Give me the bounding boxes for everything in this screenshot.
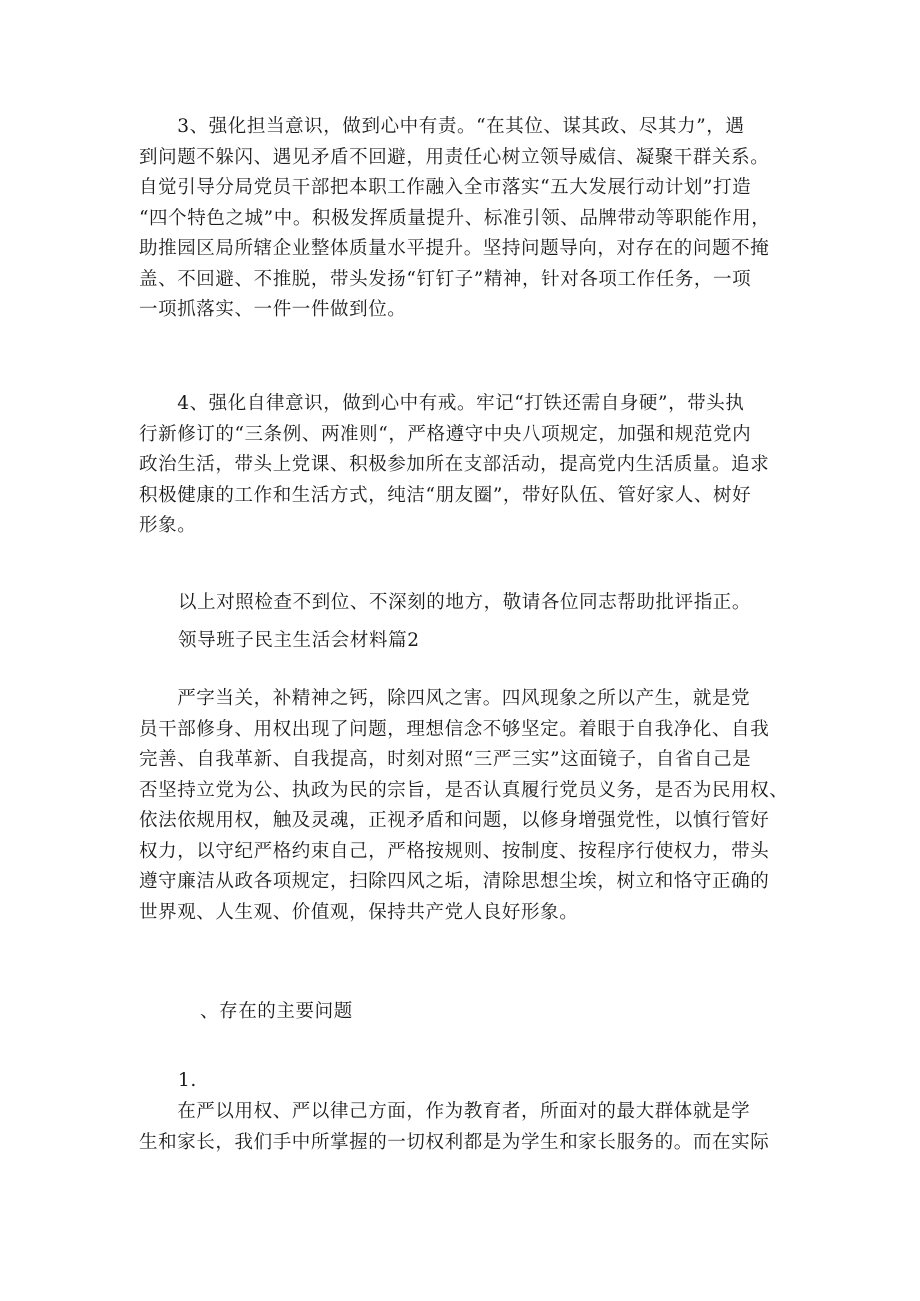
paragraph-line: 4、强化自律意识，做到心中有戒。牢记“打铁还需自身硬”，带头执 [139,393,745,414]
paragraph-line: 否坚持立党为公、执政为民的宗旨，是否认真履行党员义务，是否为民用权、 [139,779,789,801]
paragraph-line: 积极健康的工作和生活方式，纯洁“朋友圈”，带好队伍、管好家人、树好 [139,484,752,506]
paragraph-power-usage [139,1097,799,1158]
paragraph-line: 政治生活，带头上党课、积极参加所在支部活动，提高党内生活质量。追求 [139,454,770,475]
paragraph-line: 自觉引导分局党员干部把本职工作融入全市落实“五大发展行动计划”打造 [139,177,752,198]
paragraph-line: 行新修订的“三条例、两准则“，严格遵守中央八项规定，加强和规范党内 [139,423,752,445]
paragraph-line: 严字当关，补精神之钙，除四风之害。四风现象之所以产生，就是党 [139,688,751,709]
paragraph-line: 世界观、人生观、价值观，保持共产党人良好形象。 [139,901,579,923]
paragraph-line: 助推园区局所辖企业整体质量水平提升。坚持问题导向，对存在的问题不掩 [139,238,770,259]
paragraph-line: 遵守廉洁从政各项规定，扫除四风之垢，清除思想尘埃，树立和恪守正确的 [139,871,770,892]
paragraph-line: 3、强化担当意识，做到心中有责。“在其位、谋其政、尽其力”，遇 [139,116,745,137]
paragraph-line: 形象。 [139,515,197,536]
item-number: 1. [178,1070,197,1091]
paragraph-line: 生和家长，我们手中所掌握的一切权利都是为学生和家长服务的。而在实际 [139,1131,770,1153]
paragraph-line: “四个特色之城”中。积极发挥质量提升、标准引领、品牌带动等职能作用， [139,207,771,229]
paragraph-responsibility [139,112,799,326]
paragraph-line: 依法依规用权，触及灵魂，正视矛盾和问题，以修身增强党性，以慎行管好 [139,810,770,831]
paragraph-line: 在严以用权、严以律己方面，作为教育者，所面对的最大群体就是学 [139,1101,751,1122]
paragraph-line: 员干部修身、用权出现了问题，理想信念不够坚定。着眼于自我净化、自我 [139,718,770,740]
paragraph-self-discipline [139,389,799,542]
paragraph-line: 到问题不躲闪、遇见矛盾不回避，用责任心树立领导威信、凝聚干群关系。 [139,146,770,168]
paragraph-line: 完善、自我革新、自我提高，时刻对照“三严三实”这面镜子，自省自己是 [139,749,752,770]
paragraph-line: 一项抓落实、一件一件做到位。 [139,299,407,320]
closing-line: 以上对照检查不到位、不深刻的地方，敬请各位同志帮助批评指正。 [178,592,752,613]
paragraph-line: 权力，以守纪严格约束自己，严格按规则、按制度、按程序行使权力，带头 [139,840,770,862]
problems-heading: 、存在的主要问题 [200,1001,353,1022]
paragraph-line: 盖、不回避、不推脱，带头发扬“钉钉子”精神，针对各项工作任务，一项 [139,268,752,290]
paragraph-four-winds [139,684,799,928]
section-title: 领导班子民主生活会材料篇2 [178,630,420,651]
